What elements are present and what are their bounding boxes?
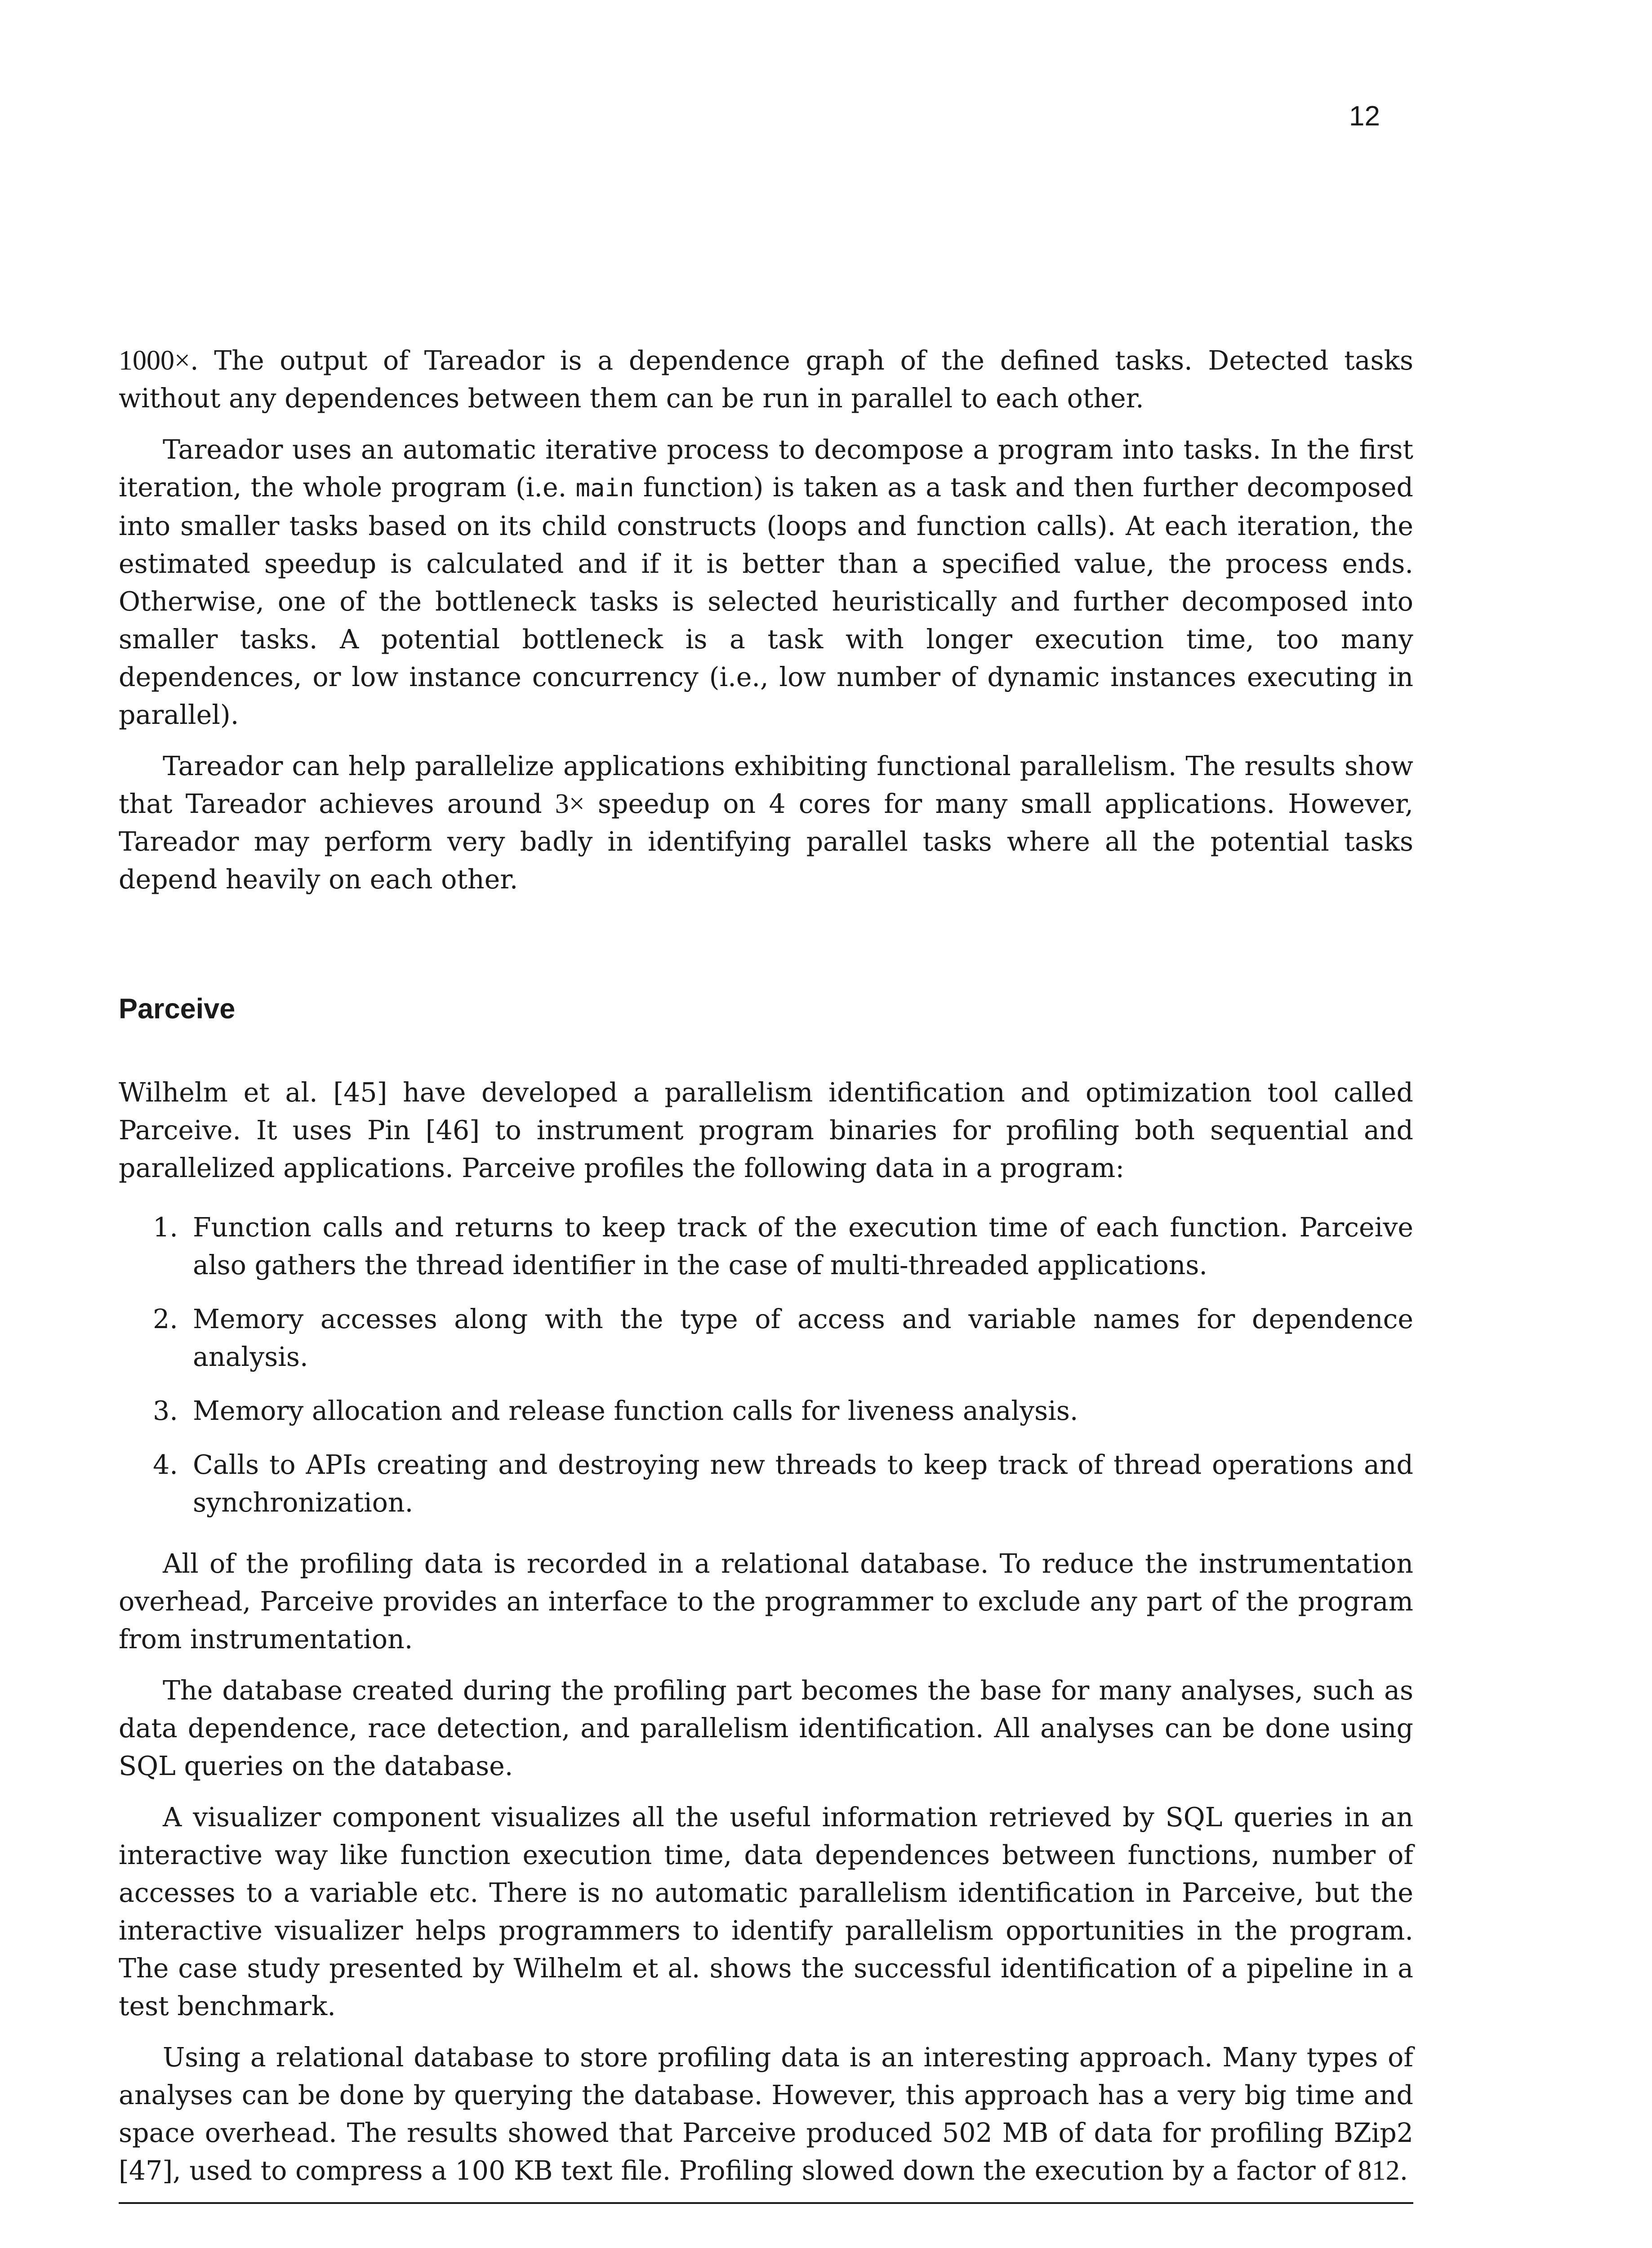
section-heading: Parceive (119, 993, 236, 1025)
inline-number: 1000× (119, 345, 190, 376)
paragraph-text: . The output of Tareador is a dependence graph of the defined tasks. Detected tasks without any dependences between them can be run in parallel to each other. (119, 345, 1413, 414)
list-item (119, 1446, 1413, 1521)
paragraph-text: . (1399, 2155, 1408, 2186)
paragraph-overhead (119, 2038, 1413, 2190)
page-number: 12 (1349, 101, 1380, 132)
paragraph-visualizer: A visualizer component visualizes all the useful information retrieved by SQL queries in an interactive way like function execution time, data dependences between functions, number of accesses to a variable etc. There is no automatic parallelism identification in Parceive, but the interactive visualizer helps programmers to identify parallelism opportunities in the program. The case study presented by Wilhelm et al. shows the successful identification of a pipeline in a test benchmark. (119, 1802, 1413, 2021)
list-item (119, 1392, 1413, 1430)
list-marker: 1. (153, 1212, 178, 1243)
list-marker: 2. (153, 1304, 178, 1334)
list-marker: 3. (153, 1396, 178, 1426)
list-item-text: Memory accesses along with the type of access and variable names for dependence analysis. (193, 1304, 1413, 1372)
paragraph-parceive-intro: Wilhelm et al. [45] have developed a parallelism identification and optimization tool called Parceive. It uses Pin [46] to instrument program binaries for profiling both sequential and parallelized applications. Parceive profiles the following data in a program: (119, 1077, 1413, 1183)
paragraph-tareador-output (119, 342, 1413, 417)
profiled-data-list (119, 1209, 1413, 1521)
list-item-text: Function calls and returns to keep track of the execution time of each function. Parceive also gathers the thread identifier in the case of multi-threaded applications. (193, 1212, 1413, 1280)
list-item-text: Memory allocation and release function calls for liveness analysis. (193, 1396, 1078, 1426)
inline-number: 3× (555, 789, 585, 819)
list-item (119, 1300, 1413, 1376)
list-item-text: Calls to APIs creating and destroying new threads to keep track of thread operations and synchronization. (193, 1450, 1413, 1518)
paragraph-database: All of the profiling data is recorded in a relational database. To reduce the instrumentation overhead, Parceive provides an interface to the programmer to exclude any part of the program from instrumentation. (119, 1548, 1413, 1655)
list-item (119, 1209, 1413, 1284)
inline-code: main (575, 474, 634, 502)
paragraph-text: function) is taken as a task and then further decomposed into smaller tasks based on its child constructs (loops and function calls). At each iteration, the estimated speedup is calculated and if it is better than a specified value, the process ends. Otherwise, one of the bottleneck tasks is selected heuristically and further decomposed into smaller tasks. A potential bottleneck is a task with longer execution time, too many dependences, or low instance concurrency (i.e., low number of dynamic instances executing in parallel). (119, 472, 1413, 730)
paragraph-tareador-results (119, 747, 1413, 898)
paragraph-tareador-process (119, 431, 1413, 734)
list-marker: 4. (153, 1450, 178, 1480)
inline-number: 812 (1358, 2155, 1400, 2186)
paragraph-analyses: The database created during the profiling part becomes the base for many analyses, such as data dependence, race detection, and parallelism identification. All analyses can be done using SQL queries on the database. (119, 1675, 1413, 1781)
paragraph-text: speedup on 4 cores for many small applications. However, Tareador may perform very badly in identifying parallel tasks where all the potential tasks depend heavily on each other. (119, 789, 1413, 895)
paragraph-text: Tareador uses an automatic iterative process to decompose a program into tasks. In the first iteration, the whole program (i.e. (119, 434, 1413, 503)
paragraph-text: Using a relational database to store profiling data is an interesting approach. Many types of analyses can be done by querying the database. However, this approach has a very big time and space overhead. The results showed that Parceive produced 502 MB of data for profiling BZip2 [47], used to compress a 100 KB text file. Profiling slowed down the execution by a factor of (119, 2042, 1413, 2186)
footnote-divider (119, 2202, 1413, 2204)
page-body (119, 342, 1413, 2203)
paragraph-text: Tareador can help parallelize applications exhibiting functional parallelism. The results show that Tareador achieves around (119, 751, 1413, 819)
